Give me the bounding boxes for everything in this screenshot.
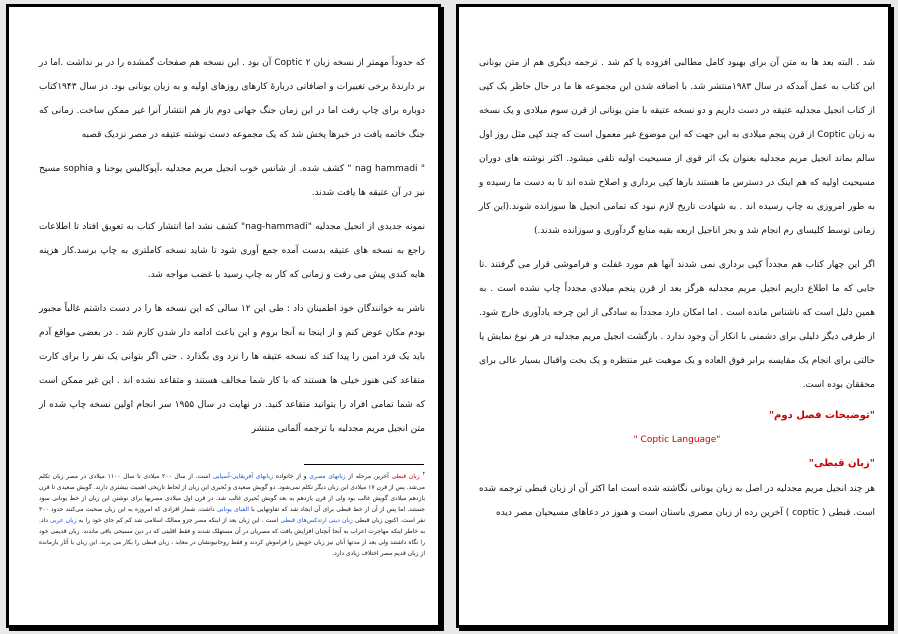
right-page-body bbox=[479, 51, 875, 535]
chapter-notes-heading: "توضیحات فصل دوم" bbox=[768, 410, 875, 421]
left-paragraph-2: " nag hammadi " کشف شده. از شانس خوب انجیل مریم مجدلیه ،آپوکالیس یوحنا و sophia مسیح نیز در آن عتیقه ها یافت شدند. bbox=[39, 164, 425, 198]
left-page-body bbox=[39, 51, 425, 441]
right-paragraph-1: شد . البته بعد ها به متن آن برای بهبود کامل مطالبی افزوده یا کم شد . ترجمه دیگری هم از متن یونانی این کتاب به عمل آمدکه در سال ۱۹۸۳منتشر شد. با اضافه شدن این مجموعه ها ما در حال حاظر یک کپی از کتاب انجیل مجدلیه عتیقه در دست داریم و دو نسخه عتیقه با متن یونانی از قرن سوم میلادی و یک نسخه به زبان Coptic از قرن پنجم میلادی به این جهت که این موضوع غیر معمول است که چند کپی مثل روز اول سالم بماند انجیل مریم مجدلیه بعنوان یک اثر قوی از مسیحیت اولیه تلقی میشود. اکثر نوشته های دوران مسیحیت اولیه که هم اینک در دسترس ما هستند بارها کپی برداری و اصلاح شده اند تا به دست ما رسیده و به طور امروزی به چاپ رسیده اند . به شهادت تاریخ لازم نبود که تمامی انجیل ها سوزانده شوند.(این کار زمانی توسط کلیسای رم انجام شد و بجز اناجیل اربعه بقیه منابع گردآوری و سوزانده شدند.) bbox=[478, 58, 875, 236]
footnote-link-egyptian-languages[interactable]: زبانهای مصری bbox=[309, 473, 346, 480]
footnote-number: ۲ bbox=[422, 471, 426, 477]
left-paragraph-1: که حدوداً مهمتر از نسخه زبان ۲ Coptic آن بود . این نسخه هم صفحات گمشده را در بر نداشت .اما در بر دارندهٔ برخی تغییرات و اضافاتی دربارهٔ کارهای روزهای اولیه و به زبان یونانی بود. در سال ۱۹۴۳کتاب دوباره برای چاپ رفت اما در این زمان جنگ جهانی دوم باز هم انتشار آنرا غیر ممکن ساخت. زمانی که جنگ خاتمه یافت در خبرها پخش شد که یک مجموعه دست نوشته عتیقه در مصر نزدیک قصبه bbox=[39, 58, 425, 140]
footnote-text-3: است. از سال ۲۰۰ میلادی تا سال ۱۱۰۰ میلادی در مصر زبان تکلم می‌شد. پس از قرن ۱۷ میلادی این زبان دیگر تکلم نمی‌شود. دو گویش صعیدی و بُحیری این زبان از لحاظ تاریخی اهمیت بیشتری دارند. گویش صعیدی تا قرن یازدهم میلادی گویش غالب بود ولی از قرن یازدهم به بعد گویش بُحیری غالب شد. در قرن اول میلادی مصریها برای نوشتن این زبان از خط یونانی سود جستند. اما پس از آن از خط قبطی برای آن ایجاد شد که تفاوتهایی با bbox=[39, 473, 426, 513]
footnote-text-6: داد. به خاطر اینکه مهاجرت اعراب به آنجا آنچنان افزایش یافت که مصریان در آن مستهلک شدند و فقط اقلیتی که در دین مسیحی باقی ماندند. زبان قدیمی خود را نگاه داشتند ولی بعد از مدتها آنان نیز زبان خویش را فراموش کردند و فقط روحانیونشان در معابد ، زبان قبطی را بکار می برند. این زبان با آثار بازمانده از زبان قدیم مصر اختلاف زیادی دارد. bbox=[39, 517, 425, 557]
footnote-link-coptic-liturgical[interactable]: زبان دینی ارتدکس‌های قبطی bbox=[280, 517, 353, 524]
footnote-text-4: داشت. شمار افرادی که امروزه به این زبان صحبت می‌کنند حدود ۳۰۰ نفر است. اکنون زبان قبطی bbox=[39, 506, 425, 524]
right-paragraph-2: اگر این چهار کتاب هم مجدداً کپی برداری نمی شدند آنها هم مورد غفلت و فراموشی قرار می گرفتند .تا جایی که ما اطلاع داریم انجیل مریم مجدلیه هرگز بعد از قرن پنجم میلادی مجدداً چاپ نشده است . به همین دلیل است که ناشناس مانده است . اما امکان دارد مجدداً به سادگی از این چرخه یادآوری خارج شود. از طرفی دیگر دلیلی برای دشمنی با انکار آن وجود ندارد . بازگشت انجیل مریم مجدلیه در هر نوع نمایش یا حالتی برای انجام یک مقایسه برابر فوق العاده و یک موهبت غیر منتظره و یک بخت واقبال بسیار عالی برای محققان بوده است. bbox=[479, 260, 875, 390]
footnote-text-2: و از خانواده bbox=[273, 473, 310, 480]
right-page bbox=[456, 4, 891, 628]
coptic-language-heading: " Coptic Language" bbox=[633, 435, 721, 445]
footnote-divider bbox=[304, 464, 424, 465]
coptic-heading-persian: "زبان قبطی" bbox=[808, 458, 875, 469]
footnote-text-1: آخرین مرحله از bbox=[345, 473, 392, 480]
footnote-term: زبان قبطی bbox=[391, 473, 420, 480]
left-page bbox=[6, 4, 441, 628]
left-paragraph-3: نمونه جدیدی از انجیل مجدلیه "nag-hammadi" کشف نشد اما انتشار کتاب به تعویق افتاد تا اطلاعات راجع به نسخه های عتیقه بدست آمده جمع آوری شود تا شاید نسخه کاملتری به چاپ برسد.کار هزینه هایه کندی پیش می رفت و زمانی که کار به چاپ رسید با غضب مواجه شد. bbox=[39, 222, 425, 280]
footnote-link-afroasiatic[interactable]: زبانهای آفریقایی-آسیایی bbox=[212, 473, 274, 480]
right-paragraph-3: هر چند انجیل مریم مجدلیه در اصل به زبان یونانی نگاشته شده است اما اکثر آن از زبان قبطی ترجمه شده است. قبطی ( coptic ) آخرین رده از زبان مصری باستان است و هنوز در دعاهای مسیحیان مصر دیده bbox=[479, 484, 875, 518]
footnote-link-greek-alphabet[interactable]: الفبای یونانی bbox=[216, 506, 249, 513]
footnote bbox=[39, 469, 425, 559]
footnote-link-arabic[interactable]: زبان عربی bbox=[50, 517, 77, 524]
left-paragraph-4: ناشر به خوانندگان خود اطمینان داد : طی این ۱۲ سالی که این نسخه ها را در دست داشتم غالباً مجبور بودم مکان عوض کنم و از اینجا به آنجا بروم و این باعث ادامه دار شدن کارم شد . در بعضی مواقع آدم باید یک فرد امین را پیدا کند که نسخه عتیقه ها را نزد وی بگذارد . حتی اگر بتوانی یک نفر را برای کارت متقاعد کنی هنوز خیلی ها هستند که با کار شما مخالف هستند و متقاعد نشده اند . این غیر ممکن است که شما تمامی افراد را بتوانید متقاعد کنید. در نهایت در سال ۱۹۵۵ سر انجام اولین نسخه چاپ شده از متن انجیل مریم مجدلیه با ترجمه آلمانی منتشر bbox=[39, 304, 425, 434]
footnote-text-5: است . این زبان بعد از اینکه مصر جزو ممالک اسلامی شد کم کم جای خود را به bbox=[76, 517, 281, 524]
